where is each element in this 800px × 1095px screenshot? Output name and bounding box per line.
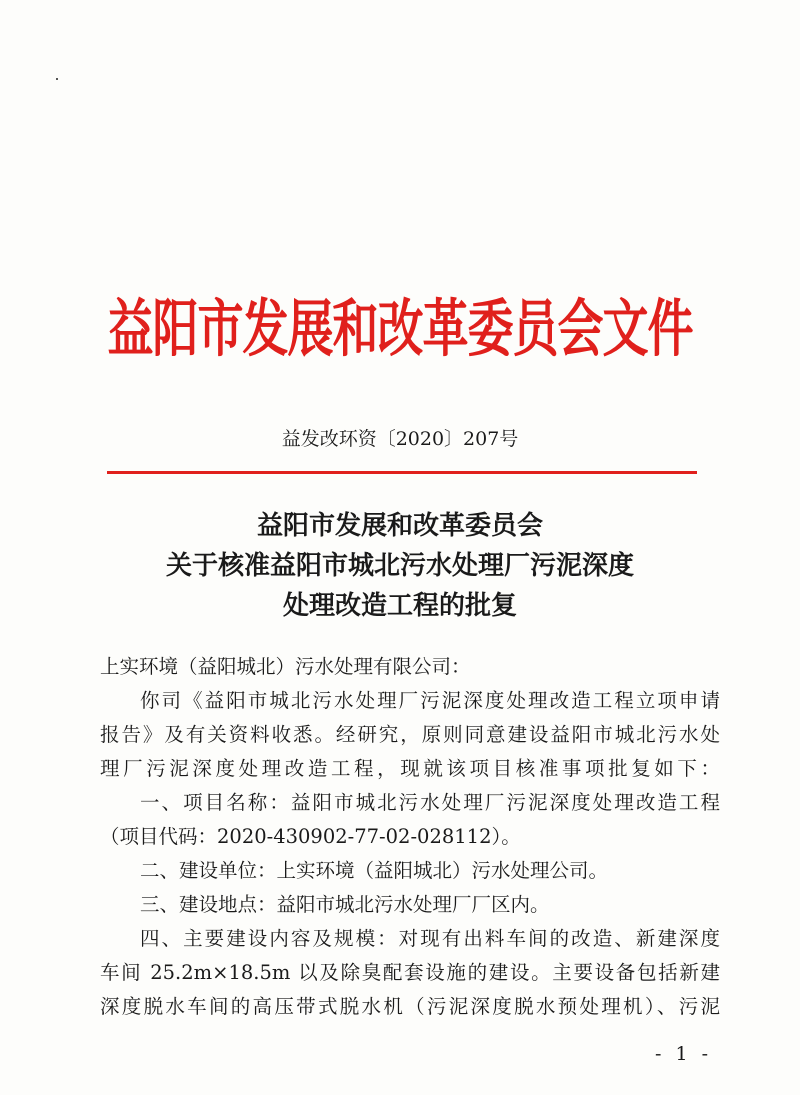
- document-heading: [0, 506, 800, 626]
- masthead-title: 益阳市发展和改革委员会文件: [107, 292, 693, 366]
- body-line: 二、建设单位：上实环境（益阳城北）污水处理公司。: [140, 859, 609, 882]
- document-body: [100, 650, 720, 1024]
- heading-line: 处理改造工程的批复: [282, 591, 517, 621]
- heading-line: 益阳市发展和改革委员会: [256, 511, 543, 541]
- page-number: - 1 -: [655, 1043, 713, 1065]
- body-line: （项目代码：2020-430902-77-02-028112）。: [100, 825, 521, 848]
- body-line: 三、建设地点：益阳市城北污水处理厂厂区内。: [140, 893, 550, 916]
- body-line: 车间 25.2m×18.5m 以及除臭配套设施的建设。主要设备包括新建: [100, 961, 720, 984]
- body-line: 你司《益阳市城北污水处理厂污泥深度处理改造工程立项申请: [140, 689, 720, 712]
- red-divider: [107, 471, 697, 474]
- body-line: 一、项目名称：益阳市城北污水处理厂污泥深度处理改造工程: [140, 791, 720, 814]
- body-line: 四、主要建设内容及规模：对现有出料车间的改造、新建深度: [140, 927, 720, 950]
- document-number: 益发改环资〔2020〕207号: [281, 428, 519, 450]
- addressee: 上实环境（益阳城北）污水处理有限公司：: [100, 655, 471, 678]
- body-line: 理厂污泥深度处理改造工程，现就该项目核准事项批复如下：: [100, 757, 720, 780]
- body-line: 深度脱水车间的高压带式脱水机（污泥深度脱水预处理机）、污泥: [100, 995, 720, 1018]
- heading-line: 关于核准益阳市城北污水处理厂污泥深度: [165, 551, 634, 581]
- scan-speck: [56, 78, 58, 80]
- body-line: 报告》及有关资料收悉。经研究，原则同意建设益阳市城北污水处: [100, 723, 720, 746]
